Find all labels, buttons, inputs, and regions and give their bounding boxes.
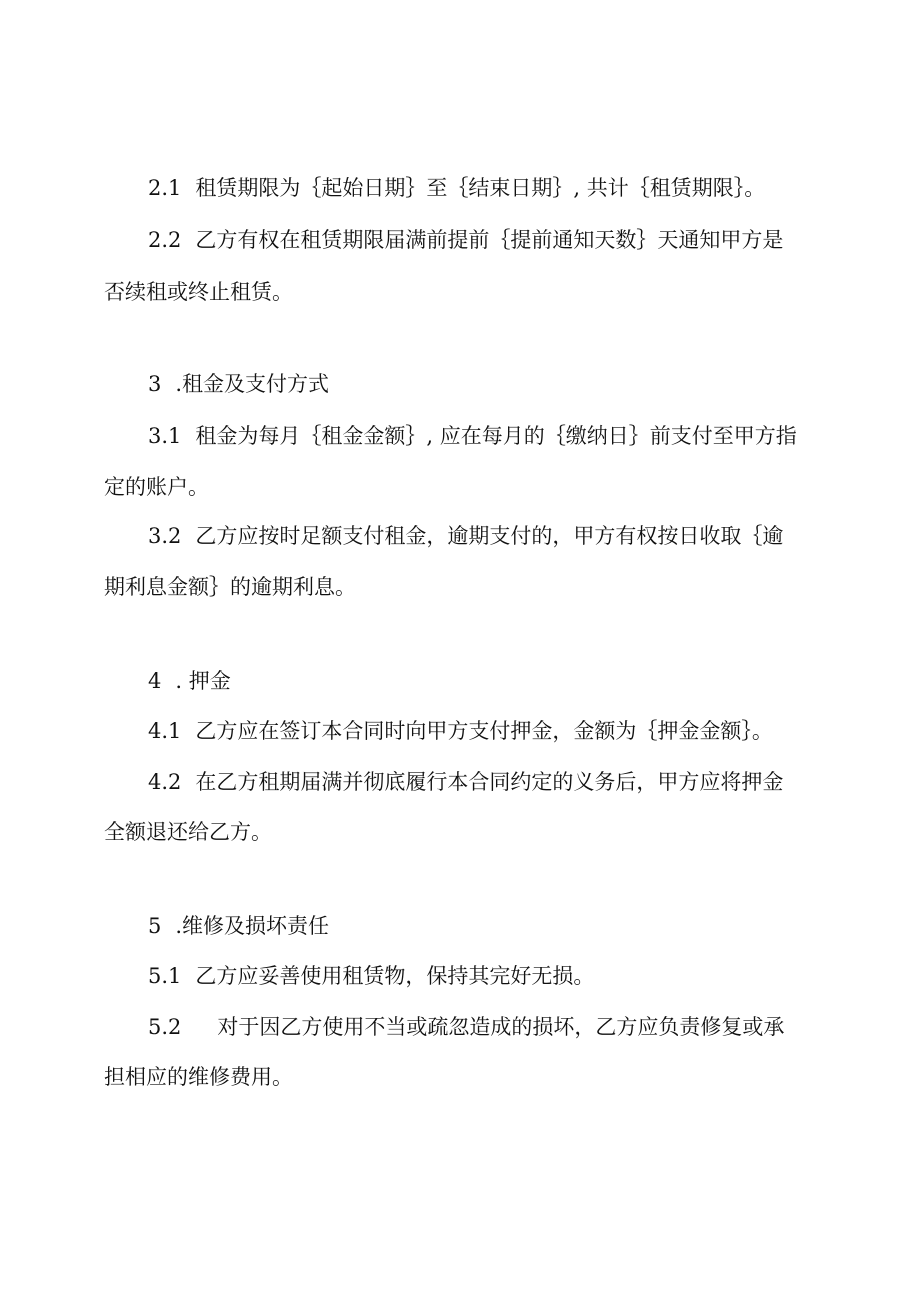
clause-5-1: [148, 962, 594, 990]
clause-3-2-continued: [104, 573, 356, 601]
clause-3-1-continued: [104, 473, 209, 501]
section-number: 3: [148, 372, 162, 396]
section-title: .维修及损坏责任: [175, 914, 330, 938]
clause-number: 2.1: [148, 176, 182, 200]
clause-2-1: [148, 174, 765, 202]
clause-text: 否续租或终止租赁。: [104, 280, 293, 304]
section-heading-5: [148, 912, 329, 940]
clause-number: 5.2: [148, 1015, 182, 1039]
clause-text: 期利息金额｝的逾期利息。: [104, 575, 356, 599]
clause-text: 租赁期限为｛起始日期｝至｛结束日期｝, 共计｛租赁期限｝。: [195, 176, 766, 200]
clause-text: 对于因乙方使用不当或疏忽造成的损坏，乙方应负责修复或承: [217, 1015, 785, 1039]
clause-text: 乙方应妥善使用租赁物，保持其完好无损。: [195, 964, 595, 988]
clause-number: 2.2: [148, 228, 182, 252]
clause-text: 乙方有权在租赁期限届满前提前｛提前通知天数｝天通知甲方是: [195, 228, 784, 252]
clause-number: 4.2: [148, 770, 182, 794]
clause-2-2: [148, 226, 783, 254]
clause-number: 3.1: [148, 424, 182, 448]
clause-number: 4.1: [148, 719, 182, 743]
clause-text: 租金为每月｛租金金额｝, 应在每月的｛缴纳日｝前支付至甲方指: [195, 424, 797, 448]
clause-number: 3.2: [148, 524, 182, 548]
clause-number: 5.1: [148, 964, 182, 988]
clause-text: 担相应的维修费用。: [104, 1065, 293, 1089]
clause-4-2-continued: [104, 818, 272, 846]
section-heading-3: [148, 370, 329, 398]
clause-4-2: [148, 768, 783, 796]
clause-text: 乙方应在签订本合同时向甲方支付押金，金额为｛押金金额｝。: [195, 719, 773, 743]
section-title: . 押金: [175, 669, 231, 693]
clause-text: 全额退还给乙方。: [104, 820, 272, 844]
clause-5-2: [148, 1013, 784, 1041]
clause-3-1: [148, 422, 797, 450]
section-heading-4: [148, 667, 231, 695]
clause-4-1: [148, 717, 773, 745]
clause-text: 乙方应按时足额支付租金，逾期支付的，甲方有权按日收取｛逾: [195, 524, 784, 548]
clause-3-2: [148, 522, 783, 550]
clause-text: 定的账户。: [104, 475, 209, 499]
section-number: 5: [148, 914, 162, 938]
clause-5-2-continued: [104, 1063, 293, 1091]
section-title: .租金及支付方式: [175, 372, 330, 396]
clause-2-2-continued: [104, 278, 293, 306]
clause-text: 在乙方租期届满并彻底履行本合同约定的义务后，甲方应将押金: [195, 770, 784, 794]
section-number: 4: [148, 669, 162, 693]
